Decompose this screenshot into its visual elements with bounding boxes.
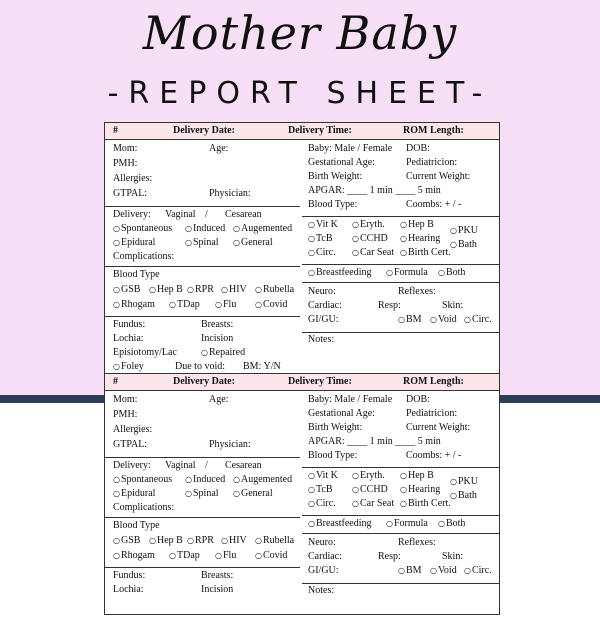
- mom-section: [105, 140, 300, 207]
- vitk-checkbox[interactable]: ○ Vit K: [308, 219, 338, 230]
- lochia-label: Lochia:: [113, 584, 144, 595]
- report-sheet-1: [104, 122, 500, 376]
- hepb-checkbox[interactable]: ○ Hep B: [149, 284, 183, 295]
- mom-section: [105, 391, 300, 458]
- pmh-label: PMH:: [113, 409, 138, 420]
- vitk-checkbox[interactable]: ○ Vit K: [308, 470, 338, 481]
- bm-checkbox[interactable]: ○ BM: [398, 565, 422, 576]
- neuro-label: Neuro:: [308, 286, 336, 297]
- current-weight-label: Current Weight:: [406, 422, 471, 433]
- postpartum-section: [105, 567, 300, 626]
- episiotomy-label: Episiotomy/Lac: [113, 347, 177, 358]
- tcb-checkbox[interactable]: ○ TcB: [308, 484, 333, 495]
- spinal-checkbox[interactable]: ○ Spinal: [185, 237, 219, 248]
- formula-checkbox[interactable]: ○ Formula: [386, 518, 428, 529]
- fundus-label: Fundus:: [113, 319, 146, 330]
- gsb-checkbox[interactable]: ○ GSB: [113, 535, 140, 546]
- pku-checkbox[interactable]: ○ PKU: [450, 225, 478, 236]
- blood-section: [105, 266, 300, 317]
- header-delivery-time: Delivery Time:: [288, 125, 352, 136]
- breastfeeding-checkbox[interactable]: ○ Breastfeeding: [308, 518, 372, 529]
- header-delivery-date: Delivery Date:: [173, 125, 235, 136]
- gtpal-label: GTPAL:: [113, 188, 148, 199]
- gigu-label: GI/GU:: [308, 565, 339, 576]
- notes-label: Notes:: [308, 334, 335, 345]
- hepb-checkbox[interactable]: ○ Hep B: [149, 535, 183, 546]
- skin-label: Skin:: [442, 551, 464, 562]
- covid-checkbox[interactable]: ○ Covid: [255, 299, 287, 310]
- due-to-void-label: Due to void:: [175, 361, 225, 372]
- cesarean-label: Cesarean: [225, 460, 262, 471]
- hiv-checkbox[interactable]: ○ HIV: [221, 535, 247, 546]
- circ-checkbox[interactable]: ○ Circ.: [308, 498, 336, 509]
- baby-section: [302, 140, 500, 217]
- rpr-checkbox[interactable]: ○ RPR: [187, 284, 214, 295]
- vaginal-label: Vaginal: [165, 460, 196, 471]
- hearing-checkbox[interactable]: ○ Hearing: [400, 233, 440, 244]
- current-weight-label: Current Weight:: [406, 171, 471, 182]
- blood-type-label: Blood Type: [113, 269, 160, 280]
- flu-checkbox[interactable]: ○ Flu: [215, 550, 236, 561]
- tdap-checkbox[interactable]: ○ TDap: [169, 550, 200, 561]
- rubella-checkbox[interactable]: ○ Rubella: [255, 535, 294, 546]
- bm-checkbox[interactable]: ○ BM: [398, 314, 422, 325]
- apgar-label: APGAR: ____ 1 min ____ 5 min: [308, 185, 441, 196]
- gestational-age-label: Gestational Age:: [308, 157, 375, 168]
- delivery-section: [105, 206, 300, 267]
- age-label: Age:: [209, 394, 229, 405]
- circ-assess-checkbox[interactable]: ○ Circ.: [464, 565, 492, 576]
- reflexes-label: Reflexes:: [398, 537, 436, 548]
- baby-section: [302, 391, 500, 468]
- coombs-label: Coombs: + / -: [406, 199, 462, 210]
- spinal-checkbox[interactable]: ○ Spinal: [185, 488, 219, 499]
- title-script: Mother Baby: [142, 6, 458, 60]
- birth-weight-label: Birth Weight:: [308, 171, 363, 182]
- carseat-checkbox[interactable]: ○ Car Seat: [352, 247, 394, 258]
- lochia-label: Lochia:: [113, 333, 144, 344]
- header-rom-length: ROM Length:: [403, 125, 464, 136]
- bath-checkbox[interactable]: ○ Bath: [450, 239, 477, 250]
- cesarean-label: Cesarean: [225, 209, 262, 220]
- delivery-label: Delivery:: [113, 460, 151, 471]
- breasts-label: Breasts:: [201, 319, 234, 330]
- report-sheet-2: [104, 373, 500, 615]
- sheet-header: [105, 123, 499, 140]
- mom-label: Mom:: [113, 143, 138, 154]
- slash-label: /: [205, 460, 208, 471]
- both-checkbox[interactable]: ○ Both: [438, 267, 465, 278]
- foley-checkbox[interactable]: ○ Foley: [113, 361, 144, 372]
- rhogam-checkbox[interactable]: ○ Rhogam: [113, 299, 155, 310]
- pku-checkbox[interactable]: ○ PKU: [450, 476, 478, 487]
- baby-meds-section: [302, 467, 500, 516]
- notes-label: Notes:: [308, 585, 335, 596]
- physician-label: Physician:: [209, 439, 251, 450]
- sheet-header: [105, 374, 499, 391]
- gestational-age-label: Gestational Age:: [308, 408, 375, 419]
- resp-label: Resp:: [378, 551, 401, 562]
- dob-label: DOB:: [406, 143, 430, 154]
- rpr-checkbox[interactable]: ○ RPR: [187, 535, 214, 546]
- pediatrician-label: Pediatricion:: [406, 408, 458, 419]
- baby-sex-label: Baby: Male / Female: [308, 394, 393, 405]
- neuro-label: Neuro:: [308, 537, 336, 548]
- augmented-checkbox[interactable]: ○ Augemented: [233, 223, 292, 234]
- notes-section: [302, 583, 500, 625]
- breasts-label: Breasts:: [201, 570, 234, 581]
- tdap-checkbox[interactable]: ○ TDap: [169, 299, 200, 310]
- skin-label: Skin:: [442, 300, 464, 311]
- epidural-checkbox[interactable]: ○ Epidural: [113, 488, 155, 499]
- void-checkbox[interactable]: ○ Void: [430, 314, 457, 325]
- void-checkbox[interactable]: ○ Void: [430, 565, 457, 576]
- header-number: #: [113, 125, 118, 136]
- delivery-section: [105, 457, 300, 518]
- complications-label: Complications:: [113, 502, 175, 513]
- augmented-checkbox[interactable]: ○ Augemented: [233, 474, 292, 485]
- pmh-label: PMH:: [113, 158, 138, 169]
- complications-label: Complications:: [113, 251, 175, 262]
- slash-label: /: [205, 209, 208, 220]
- spontaneous-checkbox[interactable]: ○ Spontaneous: [113, 223, 172, 234]
- title-report-sheet: -REPORT SHEET-: [107, 76, 493, 111]
- baby-blood-type-label: Blood Type:: [308, 450, 358, 461]
- formula-checkbox[interactable]: ○ Formula: [386, 267, 428, 278]
- circ-checkbox[interactable]: ○ Circ.: [308, 247, 336, 258]
- hearing-checkbox[interactable]: ○ Hearing: [400, 484, 440, 495]
- feeding-section: [302, 515, 500, 534]
- blood-type-label: Blood Type: [113, 520, 160, 531]
- induced-checkbox[interactable]: ○ Induced: [185, 474, 225, 485]
- bath-checkbox[interactable]: ○ Bath: [450, 490, 477, 501]
- incision-label: Incision: [201, 333, 234, 344]
- breastfeeding-checkbox[interactable]: ○ Breastfeeding: [308, 267, 372, 278]
- covid-checkbox[interactable]: ○ Covid: [255, 550, 287, 561]
- notes-section: [302, 332, 500, 374]
- gtpal-label: GTPAL:: [113, 439, 148, 450]
- allergies-label: Allergies:: [113, 424, 153, 435]
- eryth-checkbox[interactable]: ○ Eryth.: [352, 470, 385, 481]
- mom-label: Mom:: [113, 394, 138, 405]
- flu-checkbox[interactable]: ○ Flu: [215, 299, 236, 310]
- circ-assess-checkbox[interactable]: ○ Circ.: [464, 314, 492, 325]
- hepb-baby-checkbox[interactable]: ○ Hep B: [400, 470, 434, 481]
- general-checkbox[interactable]: ○ General: [233, 237, 273, 248]
- allergies-label: Allergies:: [113, 173, 153, 184]
- dob-label: DOB:: [406, 394, 430, 405]
- gigu-label: GI/GU:: [308, 314, 339, 325]
- epidural-checkbox[interactable]: ○ Epidural: [113, 237, 155, 248]
- birth-weight-label: Birth Weight:: [308, 422, 363, 433]
- cchd-checkbox[interactable]: ○ CCHD: [352, 233, 388, 244]
- bm-yn-label: BM: Y/N: [243, 361, 281, 372]
- blood-section: [105, 517, 300, 568]
- postpartum-section: [105, 316, 300, 375]
- incision-label: Incision: [201, 584, 234, 595]
- assessment-section: [302, 282, 500, 333]
- resp-label: Resp:: [378, 300, 401, 311]
- header-number: #: [113, 376, 118, 387]
- baby-meds-section: [302, 216, 500, 265]
- vaginal-label: Vaginal: [165, 209, 196, 220]
- carseat-checkbox[interactable]: ○ Car Seat: [352, 498, 394, 509]
- baby-sex-label: Baby: Male / Female: [308, 143, 393, 154]
- tcb-checkbox[interactable]: ○ TcB: [308, 233, 333, 244]
- assessment-section: [302, 533, 500, 584]
- hiv-checkbox[interactable]: ○ HIV: [221, 284, 247, 295]
- birthcert-checkbox[interactable]: ○ Birth Cert.: [400, 247, 451, 258]
- cchd-checkbox[interactable]: ○ CCHD: [352, 484, 388, 495]
- coombs-label: Coombs: + / -: [406, 450, 462, 461]
- apgar-label: APGAR: ____ 1 min ____ 5 min: [308, 436, 441, 447]
- gsb-checkbox[interactable]: ○ GSB: [113, 284, 140, 295]
- header-delivery-time: Delivery Time:: [288, 376, 352, 387]
- rubella-checkbox[interactable]: ○ Rubella: [255, 284, 294, 295]
- induced-checkbox[interactable]: ○ Induced: [185, 223, 225, 234]
- header-rom-length: ROM Length:: [403, 376, 464, 387]
- rhogam-checkbox[interactable]: ○ Rhogam: [113, 550, 155, 561]
- general-checkbox[interactable]: ○ General: [233, 488, 273, 499]
- fundus-label: Fundus:: [113, 570, 146, 581]
- baby-blood-type-label: Blood Type:: [308, 199, 358, 210]
- reflexes-label: Reflexes:: [398, 286, 436, 297]
- hepb-baby-checkbox[interactable]: ○ Hep B: [400, 219, 434, 230]
- header-delivery-date: Delivery Date:: [173, 376, 235, 387]
- cardiac-label: Cardiac:: [308, 300, 342, 311]
- feeding-section: [302, 264, 500, 283]
- pediatrician-label: Pediatricion:: [406, 157, 458, 168]
- repaired-checkbox[interactable]: ○ Repaired: [201, 347, 245, 358]
- delivery-label: Delivery:: [113, 209, 151, 220]
- birthcert-checkbox[interactable]: ○ Birth Cert.: [400, 498, 451, 509]
- age-label: Age:: [209, 143, 229, 154]
- physician-label: Physician:: [209, 188, 251, 199]
- eryth-checkbox[interactable]: ○ Eryth.: [352, 219, 385, 230]
- cardiac-label: Cardiac:: [308, 551, 342, 562]
- both-checkbox[interactable]: ○ Both: [438, 518, 465, 529]
- spontaneous-checkbox[interactable]: ○ Spontaneous: [113, 474, 172, 485]
